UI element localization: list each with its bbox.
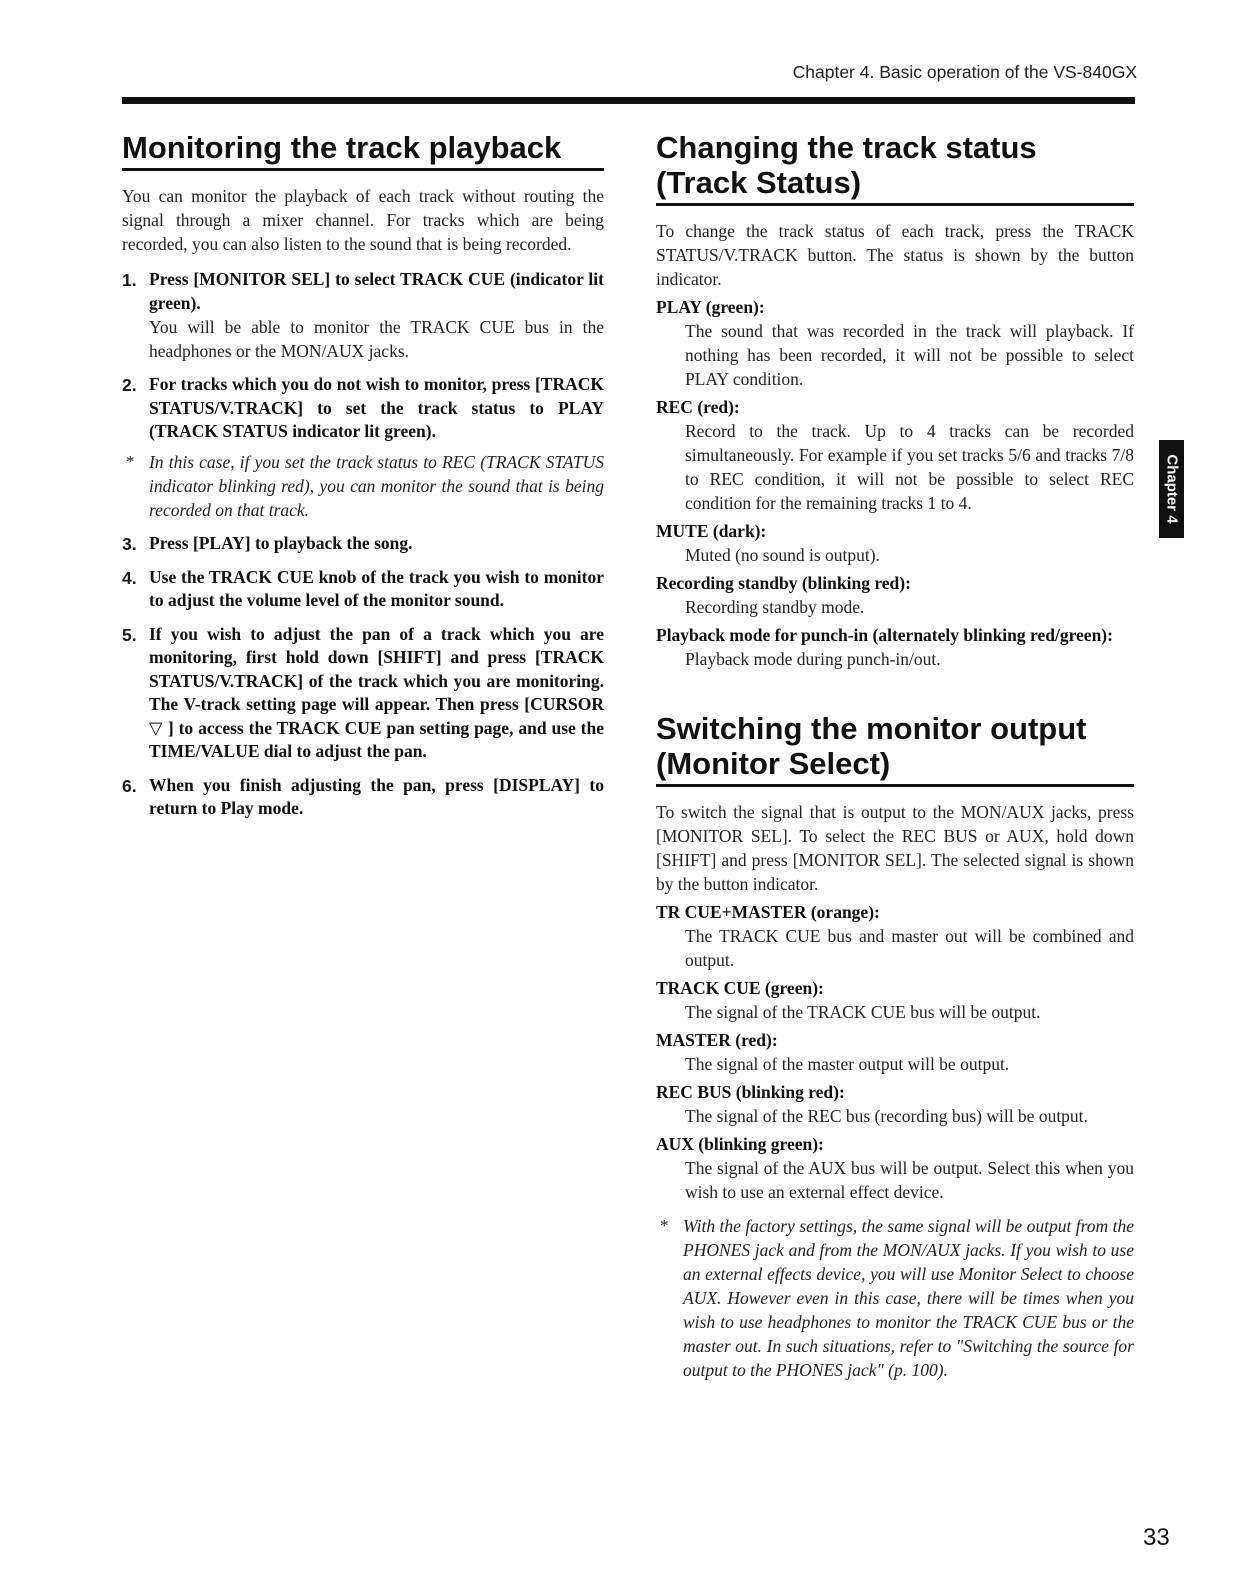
step-text: If you wish to adjust the pan of a track which you are monitoring, first hold down [SHIFT] and press [TRACK STATUS/V.TRACK] of the track which you are monitoring. The V-track setting page will appear. Then press [CURSOR ▽ ] to access the TRACK CUE pan setting page, and use the TIME/VALUE dial to adjust the pan. — [149, 623, 604, 761]
step-text: When you finish adjusting the pan, press [DISPLAY] to return to Play mode. — [149, 774, 604, 818]
output-item — [656, 976, 1134, 1024]
header-rule — [122, 97, 1135, 104]
right-column — [656, 130, 1134, 1392]
status-item — [656, 623, 1134, 671]
section-heading-track-status — [656, 130, 1134, 206]
output-desc: The signal of the REC bus (recording bus) will be output. — [685, 1106, 1088, 1126]
status-label: PLAY (green): — [656, 297, 765, 317]
output-item — [656, 1028, 1134, 1076]
page-number: 33 — [1143, 1524, 1170, 1551]
chapter-header: Chapter 4. Basic operation of the VS-840GX — [792, 62, 1137, 82]
output-desc: The TRACK CUE bus and master out will be combined and output. — [685, 926, 1134, 970]
monitor-star-note — [656, 1214, 1134, 1382]
output-label: TRACK CUE (green): — [656, 978, 824, 998]
status-desc: Record to the track. Up to 4 tracks can be recorded simultaneously. For example if you set tracks 5/6 and tracks 7/8 to REC condition, it will not be possible to select REC condition for the remaining tracks 1 to 4. — [685, 421, 1134, 513]
section-heading-monitoring: Monitoring the track playback — [122, 130, 604, 171]
step-text: Press [MONITOR SEL] to select TRACK CUE (indicator lit green). — [149, 269, 604, 313]
step-text: Use the TRACK CUE knob of the track you wish to monitor to adjust the volume level of the monitor sound. — [149, 566, 604, 610]
asterisk-mark: * — [126, 451, 135, 471]
output-label: AUX (blinking green): — [656, 1134, 824, 1154]
status-label: Playback mode for punch-in (alternately blinking red/green): — [656, 625, 1113, 645]
output-item — [656, 900, 1134, 972]
step-number: 3. — [122, 533, 137, 554]
step-4 — [122, 566, 604, 613]
output-label: REC BUS (blinking red): — [656, 1082, 845, 1102]
section-heading-monitor-select — [656, 711, 1134, 787]
status-desc: Recording standby mode. — [685, 597, 865, 617]
status-label: MUTE (dark): — [656, 521, 767, 541]
step-1 — [122, 268, 604, 363]
output-label: MASTER (red): — [656, 1030, 778, 1050]
monitoring-intro: You can monitor the playback of each track without routing the signal through a mixer channel. For tracks which are being recorded, you can also listen to the sound that is being recorded. — [122, 186, 604, 254]
status-label: Recording standby (blinking red): — [656, 573, 911, 593]
status-label: REC (red): — [656, 397, 740, 417]
asterisk-mark: * — [660, 1216, 669, 1235]
output-label: TR CUE+MASTER (orange): — [656, 902, 880, 922]
heading-line: (Track Status) — [656, 165, 862, 200]
output-desc: The signal of the TRACK CUE bus will be output. — [685, 1002, 1041, 1022]
step-6 — [122, 774, 604, 821]
step-text: For tracks which you do not wish to monitor, press [TRACK STATUS/V.TRACK] to set the track status to PLAY (TRACK STATUS indicator lit green). — [149, 374, 604, 441]
step-number: 1. — [122, 270, 137, 290]
status-item — [656, 295, 1134, 391]
output-item — [656, 1080, 1134, 1128]
step-text: Press [PLAY] to playback the song. — [149, 532, 413, 553]
status-item — [656, 571, 1134, 619]
step-number: 2. — [122, 375, 137, 395]
step-3 — [122, 532, 604, 556]
track-status-intro: To change the track status of each track, press the TRACK STATUS/V.TRACK button. The status is shown by the button indicator. — [656, 221, 1134, 289]
step-number: 6. — [122, 775, 137, 796]
italic-note: In this case, if you set the track status to REC (TRACK STATUS indicator blinking red), you can monitor the sound that is being recorded on that track. — [149, 451, 604, 520]
heading-line: Switching the monitor output — [656, 711, 1087, 746]
left-column — [122, 130, 604, 831]
chapter-side-tab — [1159, 440, 1184, 538]
status-desc: The sound that was recorded in the track will playback. If nothing has been recorded, it will not be possible to select PLAY condition. — [685, 321, 1134, 389]
heading-line: Changing the track status — [656, 130, 1037, 165]
monitoring-steps — [122, 268, 604, 821]
monitor-select-intro: To switch the signal that is output to the MON/AUX jacks, press [MONITOR SEL]. To select the REC BUS or AUX, hold down [SHIFT] and press [MONITOR SEL]. The selected signal is shown by the button indicator. — [656, 802, 1134, 894]
step-2 — [122, 373, 604, 444]
output-desc: The signal of the master output will be output. — [685, 1054, 1010, 1074]
step-2-star-note — [122, 450, 604, 522]
status-desc: Playback mode during punch-in/out. — [685, 649, 941, 669]
italic-note: With the factory settings, the same signal will be output from the PHONES jack and from the MON/AUX jacks. If you wish to use an external effects device, you will use Monitor Select to choose AUX. However even in this case, there will be times when you wish to use headphones to monitor the TRACK CUE bus or the master out. In such situations, refer to "Switching the source for output to the PHONES jack" (p. 100). — [683, 1216, 1134, 1380]
status-item — [656, 395, 1134, 515]
step-5 — [122, 623, 604, 764]
heading-line: (Monitor Select) — [656, 746, 891, 781]
side-tab-label: Chapter 4 — [1163, 454, 1180, 524]
step-note: You will be able to monitor the TRACK CUE bus in the headphones or the MON/AUX jacks. — [149, 317, 604, 361]
step-number: 4. — [122, 567, 137, 588]
status-item — [656, 519, 1134, 567]
output-item — [656, 1132, 1134, 1204]
output-desc: The signal of the AUX bus will be output. Select this when you wish to use an external effect device. — [685, 1158, 1134, 1202]
status-desc: Muted (no sound is output). — [685, 545, 880, 565]
step-number: 5. — [122, 624, 137, 645]
